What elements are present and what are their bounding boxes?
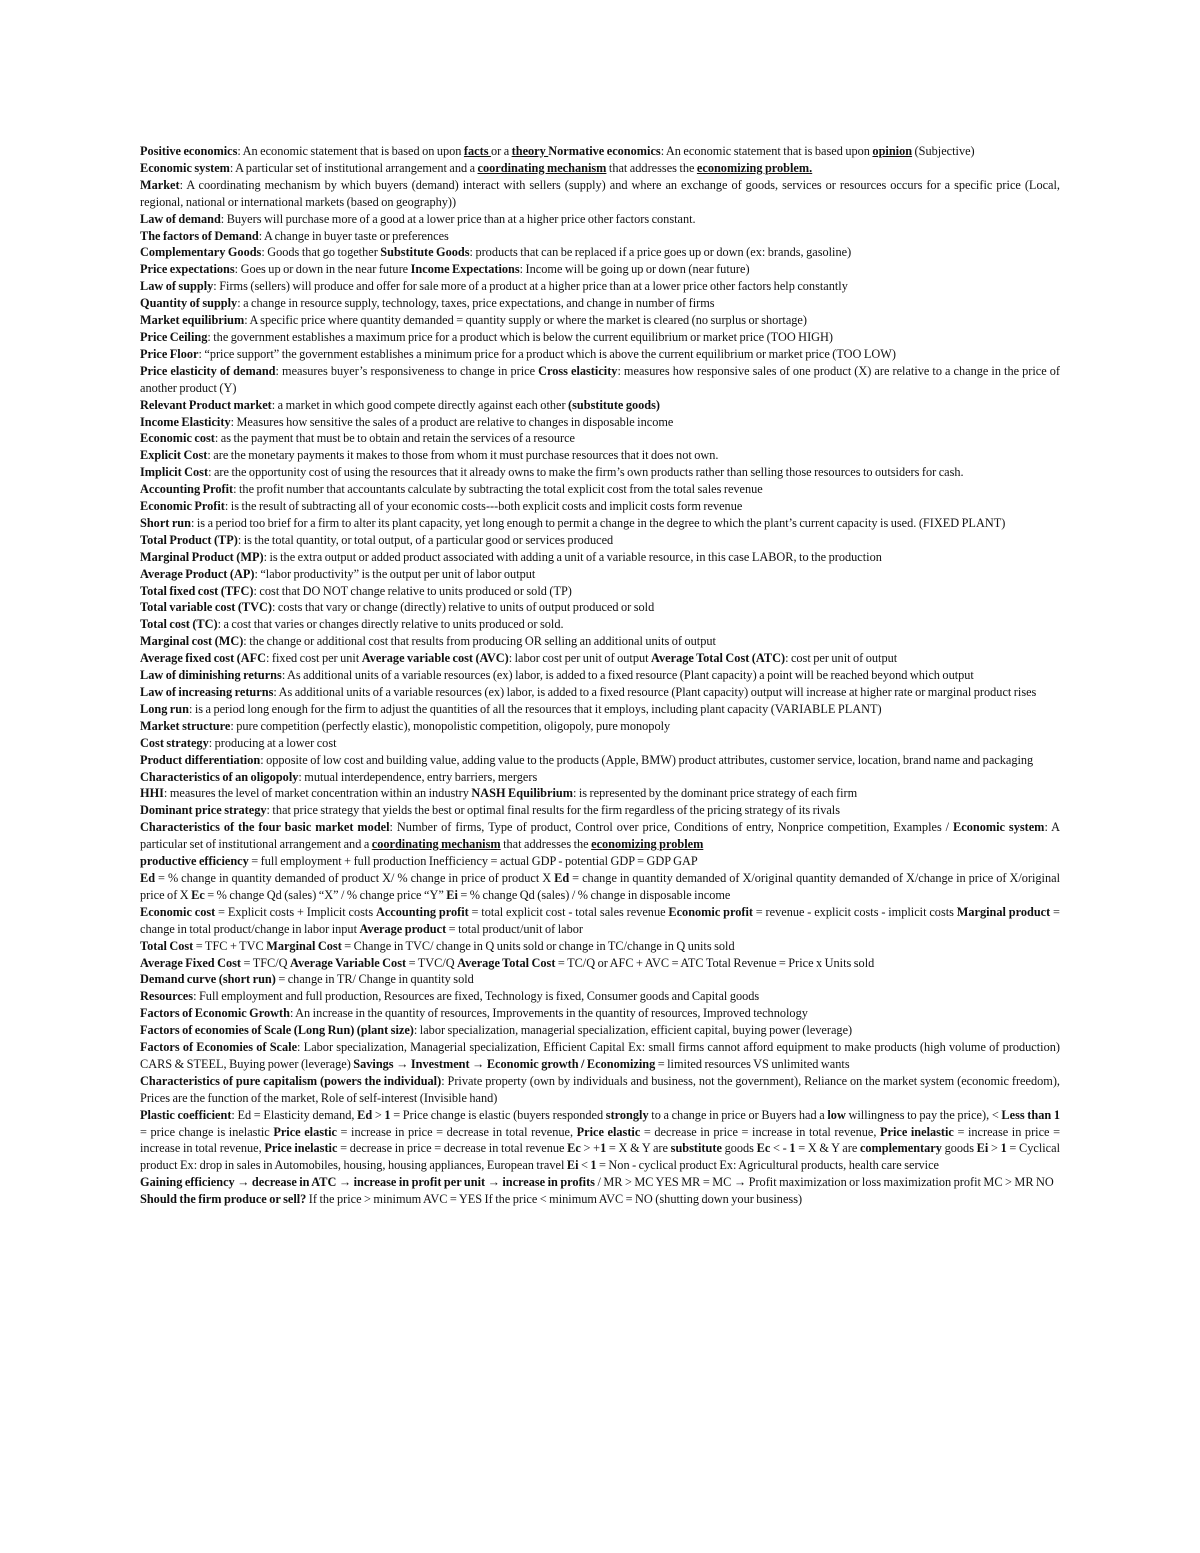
body-text: : A change in buyer taste or preferences [258, 228, 449, 243]
definition-paragraph [140, 718, 1060, 735]
body-text: : Buyers will purchase more of a good at a lower price than at a higher price other factors constant. [220, 211, 696, 226]
term-text: Market structure [140, 718, 231, 733]
definition-paragraph [140, 414, 1060, 431]
term-text: Total variable cost (TVC) [140, 600, 272, 615]
term-text: Economic cost [140, 431, 215, 446]
body-text: = TVC/Q [406, 955, 458, 970]
term-text: Cost strategy [140, 735, 209, 750]
body-text: : As additional units of a variable resources (ex) labor, is added to a fixed resource (Plant capacity) output will increase at higher rate or marginal product rises [273, 685, 1037, 699]
body-text: : a cost that varies or changes directly relative to units produced or sold. [217, 617, 564, 632]
term-text: Marginal Cost [266, 938, 342, 953]
body-text: = Price change is elastic (buyers responded [390, 1107, 606, 1122]
term-text: Ed [140, 870, 156, 885]
body-text: : a change in resource supply, technology, taxes, price expectations, and change in number of firms [237, 296, 715, 311]
body-text: : measures how responsive sales of one product (X) are relative to a change in the price of another product (Y) [140, 363, 1061, 395]
definition-paragraph [140, 955, 1060, 972]
term-text: Marginal Product (MP) [140, 549, 264, 564]
document-page [140, 143, 1060, 1208]
body-text: : that price strategy that yields the best or optimal final results for the firm regardless of the pricing strategy of its rivals [266, 803, 841, 818]
term-text: Characteristics of pure capitalism (powers the individual) [140, 1073, 442, 1088]
definition-paragraph [140, 583, 1060, 600]
body-text: : cost per unit of output [785, 651, 898, 666]
term-text: Price inelastic [879, 1124, 954, 1139]
definition-paragraph [140, 312, 1060, 329]
body-text: = % change Qd (sales) “X” / % change price “Y” [204, 887, 447, 902]
term-text: Normative economics [548, 144, 661, 158]
definition-paragraph [140, 160, 1060, 177]
definition-paragraph [140, 819, 1060, 853]
definition-paragraph [140, 498, 1060, 515]
body-text: If the price > minimum AVC = YES If the price < minimum AVC = NO (shutting down your business) [306, 1192, 803, 1207]
term-text: NASH Equilibrium [471, 786, 573, 801]
term-text: Dominant price strategy [140, 803, 267, 818]
term-text: 1 [789, 1141, 796, 1156]
body-text: < - [770, 1141, 790, 1156]
term-text: HHI [140, 786, 164, 801]
body-text: : An increase in the quantity of resources, Improvements in the quantity of resources, Improved technology [289, 1006, 808, 1021]
body-text: = decrease in price = increase in total revenue, [640, 1124, 880, 1139]
definition-paragraph [140, 870, 1060, 904]
body-text: : labor cost per unit of output [508, 651, 652, 666]
body-text: : “labor productivity” is the output per unit of labor output [254, 566, 536, 581]
definition-paragraph [140, 295, 1060, 312]
term-text: Price Floor [140, 346, 199, 361]
body-text: willingness to pay the price), < [845, 1107, 1002, 1122]
body-text: = price change is inelastic [140, 1124, 274, 1139]
term-text: Ei [566, 1158, 579, 1173]
term-text: 1 [1000, 1141, 1007, 1156]
body-text: = Change in TVC/ change in Q units sold or change in TC/change in Q units sold [341, 938, 735, 953]
body-text: = Explicit costs + Implicit costs [215, 904, 376, 919]
definition-paragraph [140, 1005, 1060, 1022]
term-text: Average Product (AP) [140, 566, 255, 581]
body-text: : costs that vary or change (directly) relative to units of output produced or sold [271, 600, 655, 615]
definition-paragraph [140, 904, 1060, 938]
body-text: = TFC + TVC [193, 938, 267, 953]
term-text: Factors of economies of Scale (Long Run) (plant size) [140, 1023, 414, 1038]
definition-paragraph [140, 785, 1060, 802]
term-text: coordinating mechanism [371, 837, 501, 852]
body-text: : products that can be replaced if a price goes up or down (ex: brands, gasoline) [469, 245, 852, 260]
term-text: coordinating mechanism [477, 160, 607, 175]
body-text: : “price support” the government establishes a minimum price for a product which is above the current equilibrium or market price (TOO LOW) [198, 346, 896, 361]
body-text: = % change in quantity demanded of product X/ % change in price of product X [155, 870, 555, 885]
definition-paragraph [140, 735, 1060, 752]
term-text: Demand curve (short run) [140, 972, 276, 987]
body-text: / MR > MC YES MR = MC → Profit maximization or loss maximization profit MC > MR NO [594, 1175, 1054, 1190]
definition-paragraph [140, 549, 1060, 566]
term-text: Price elastic [273, 1124, 337, 1139]
definition-paragraph [140, 1022, 1060, 1039]
body-text: : A coordinating mechanism by which buyers (demand) interact with sellers (supply) and where an exchange of goods, services or resources occurs for a specific price (Local, regional, national or international markets (based on geography)) [140, 177, 1060, 209]
body-text: : Number of firms, Type of product, Control over price, Conditions of entry, Nonprice competition, Examples / [389, 820, 954, 835]
body-text: : a market in which good compete directly against each other [271, 397, 569, 412]
body-text: : the government establishes a maximum price for a product which is below the current equilibrium or market price (TOO HIGH) [207, 329, 834, 344]
body-text: = limited resources VS unlimited wants [655, 1056, 850, 1071]
term-text: Total cost (TC) [140, 617, 218, 632]
term-text: Price elasticity of demand [140, 363, 276, 378]
term-text: Savings → Investment → Economic growth / Economizing [353, 1056, 656, 1071]
body-text: : measures buyer’s responsiveness to change in price [275, 363, 539, 378]
term-text: Plastic coefficient [140, 1107, 232, 1122]
definition-paragraph [140, 599, 1060, 616]
body-text: : Goods that go together [261, 245, 381, 260]
term-text: Relevant Product market [140, 397, 272, 412]
body-text: : is represented by the dominant price strategy of each firm [572, 786, 858, 801]
body-text: = Cyclical product Ex: drop in sales in Automobiles, housing, housing appliances, European travel [140, 1141, 1060, 1173]
body-text: : is the total quantity, or total output, of a particular good or services produced [237, 532, 614, 547]
body-text: = X & Y are [606, 1141, 671, 1156]
term-text: Total Product (TP) [140, 532, 238, 547]
term-text: Economic Profit [140, 499, 225, 514]
term-text: economizing problem. [696, 160, 813, 175]
term-text: 1 [384, 1107, 391, 1122]
body-text: < [578, 1158, 591, 1173]
term-text: Marginal product [956, 904, 1051, 919]
body-text: : the profit number that accountants calculate by subtracting the total explicit cost from the total sales revenue [233, 482, 763, 497]
body-text: = total explicit cost - total sales revenue [468, 904, 669, 919]
term-text: Short run [140, 515, 191, 530]
term-text: Law of diminishing returns [140, 668, 282, 683]
body-text: = decrease in price = decrease in total revenue [337, 1141, 568, 1156]
definition-paragraph [140, 244, 1060, 261]
term-text: Factors of Economies of Scale [140, 1040, 298, 1055]
term-text: Product differentiation [140, 752, 261, 767]
definition-paragraph [140, 278, 1060, 295]
definition-paragraph [140, 397, 1060, 414]
body-text: = increase in price = decrease in total revenue, [336, 1124, 577, 1139]
definition-paragraph [140, 515, 1060, 532]
body-text: : is the result of subtracting all of your economic costs---both explicit costs and implicit costs form revenue [224, 499, 743, 514]
term-text: Price elastic [576, 1124, 641, 1139]
definition-paragraph [140, 752, 1060, 769]
term-text: facts [463, 144, 491, 158]
body-text: : Firms (sellers) will produce and offer for sale more of a product at a higher price than at a lower price other factors help constantly [213, 279, 848, 294]
term-text: Ed [554, 870, 570, 885]
term-text: Ec [567, 1141, 581, 1156]
body-text: : producing at a lower cost [208, 735, 337, 750]
definition-paragraph [140, 616, 1060, 633]
definition-paragraph [140, 1191, 1060, 1208]
term-text: Gaining efficiency → decrease in ATC → increase in profit per unit → increase in profits [140, 1175, 595, 1190]
term-text: Accounting Profit [140, 482, 234, 497]
definition-paragraph [140, 1107, 1060, 1175]
term-text: Average fixed cost (AFC [140, 651, 267, 666]
body-text: = TFC/Q [241, 955, 291, 970]
definition-paragraph [140, 532, 1060, 549]
body-text: : Goes up or down in the near future [234, 262, 411, 277]
body-text: : Ed = Elasticity demand, [231, 1107, 358, 1122]
body-text: that addresses the [606, 160, 697, 175]
term-text: Market equilibrium [140, 313, 245, 328]
term-text: Law of increasing returns [140, 685, 274, 699]
term-text: Quantity of supply [140, 296, 238, 311]
body-text: : Full employment and full production, Resources are fixed, Technology is fixed, Consumer goods and Capital goods [193, 989, 760, 1004]
body-text: = TC/Q or AFC + AVC = ATC Total Revenue = Price x Units sold [555, 955, 875, 970]
body-text: = increase in price = increase in total revenue, [140, 1124, 1060, 1156]
body-text: : Income will be going up or down (near future) [519, 262, 750, 277]
body-text: : Measures how sensitive the sales of a product are relative to changes in disposable income [230, 414, 674, 429]
term-text: Price inelastic [264, 1141, 338, 1156]
body-text: = X & Y are [795, 1141, 860, 1156]
definition-paragraph [140, 143, 1060, 160]
body-text: = change in TR/ Change in quantity sold [275, 972, 474, 987]
term-text: Average Variable Cost [290, 955, 407, 970]
term-text: Marginal cost (MC) [140, 634, 244, 649]
term-text: (substitute goods) [568, 397, 661, 412]
term-text: Income Elasticity [140, 414, 231, 429]
body-text: : Private property (own by individuals and business, not the government), Reliance on the market system (economic freedom), Prices are the function of the market, Role of self-interest (Invisible hand) [140, 1073, 1061, 1105]
term-text: Ei [976, 1141, 989, 1156]
definition-paragraph [140, 1174, 1060, 1191]
term-text: Average Total Cost (ATC) [651, 651, 786, 666]
definition-paragraph [140, 853, 1060, 870]
body-text: : Labor specialization, Managerial specialization, Efficient Capital Ex: small firms cannot afford equipment to make products (high volume of production) CARS & STEEL, Buying power (leverage) [140, 1040, 1060, 1071]
body-text: : are the opportunity cost of using the resources that it already owns to make the firm’s own products rather than selling those resources to outsiders for cash. [208, 465, 964, 480]
body-text: = total product/unit of labor [446, 921, 583, 936]
term-text: Price expectations [140, 262, 235, 277]
body-text: goods [941, 1141, 977, 1156]
body-text: : A particular set of institutional arrangement and a [140, 820, 1061, 852]
body-text: = change in quantity demanded of X/original quantity demanded of X/change in price of X/original price of X [140, 870, 1060, 902]
term-text: Ed [357, 1107, 373, 1122]
body-text: : as the payment that must be to obtain and retain the services of a resource [214, 431, 575, 446]
body-text: : As additional units of a variable resources (ex) labor, is added to a fixed resource (Plant capacity) a point will be reached beyond which output [281, 668, 974, 683]
term-text: Positive economics [140, 144, 238, 158]
definition-paragraph [140, 177, 1060, 211]
term-text: Price Ceiling [140, 329, 208, 344]
body-text: : pure competition (perfectly elastic), monopolistic competition, oligopoly, pure monopoly [230, 718, 671, 733]
body-text: = Non - cyclical product Ex: Agricultural products, health care service [596, 1158, 940, 1173]
term-text: Implicit Cost [140, 465, 209, 480]
body-text: : An economic statement that is based upon [660, 144, 873, 158]
term-text: Economic system [953, 820, 1045, 835]
body-text: : A specific price where quantity demanded = quantity supply or where the market is cleared (no surplus or shortage) [244, 313, 807, 328]
body-text: : is the extra output or added product associated with adding a unit of a variable resource, in this case LABOR, to the production [263, 549, 882, 564]
term-text: Average Total Cost [457, 955, 556, 970]
term-text: Law of supply [140, 279, 214, 294]
term-text: Total Cost [140, 938, 194, 953]
definition-paragraph [140, 1073, 1060, 1107]
body-text: > [372, 1107, 385, 1122]
term-text: strongly [605, 1107, 649, 1122]
term-text: Average Fixed Cost [140, 955, 242, 970]
term-text: productive efficiency [140, 854, 249, 869]
body-text: = revenue - explicit costs - implicit costs [752, 904, 957, 919]
body-text: : labor specialization, managerial specialization, efficient capital, buying power (leverage) [413, 1023, 853, 1038]
term-text: Law of demand [140, 211, 221, 226]
term-text: Average variable cost (AVC) [361, 651, 509, 666]
body-text: or a [490, 144, 512, 158]
definition-paragraph [140, 566, 1060, 583]
term-text: theory [511, 144, 549, 158]
term-text: Long run [140, 701, 189, 716]
body-text: > + [580, 1141, 601, 1156]
term-text: Ec [756, 1141, 771, 1156]
definition-paragraph [140, 633, 1060, 650]
definition-paragraph [140, 211, 1060, 228]
term-text: Less than 1 [1001, 1107, 1061, 1122]
term-text: complementary [859, 1141, 942, 1156]
body-text: = full employment + full production Inefficiency = actual GDP - potential GDP = GDP GAP [248, 854, 698, 869]
body-text: : A particular set of institutional arrangement and a [229, 160, 478, 175]
body-text: : measures the level of market concentration within an industry [163, 786, 472, 801]
term-text: Resources [140, 989, 194, 1004]
body-text: to a change in price or Buyers had a [648, 1107, 828, 1122]
definition-paragraph [140, 971, 1060, 988]
body-text: : are the monetary payments it makes to those from whom it must purchase resources that it does not own. [207, 448, 719, 463]
term-text: Economic cost [140, 904, 216, 919]
term-text: 1 [590, 1158, 597, 1173]
definition-paragraph [140, 329, 1060, 346]
term-text: The factors of Demand [140, 228, 259, 243]
definition-paragraph [140, 464, 1060, 481]
term-text: economizing problem [591, 837, 704, 852]
term-text: Substitute Goods [380, 245, 470, 260]
term-text: Factors of Economic Growth [140, 1006, 290, 1021]
definition-paragraph [140, 769, 1060, 786]
definition-paragraph [140, 667, 1060, 684]
term-text: Accounting profit [375, 904, 469, 919]
term-text: substitute [670, 1141, 722, 1156]
definition-paragraph [140, 938, 1060, 955]
definition-paragraph [140, 228, 1060, 245]
body-text: : An economic statement that is based on upon [237, 144, 464, 158]
definition-paragraph [140, 363, 1060, 397]
definition-paragraph [140, 261, 1060, 278]
term-text: Economic system [140, 160, 230, 175]
body-text: (Subjective) [912, 144, 975, 158]
term-text: 1 [600, 1141, 607, 1156]
body-text: : is a period too brief for a firm to alter its plant capacity, yet long enough to permit a change in the degree to which the plant’s current capacity is used. (FIXED PLANT) [191, 515, 1006, 530]
definition-paragraph [140, 988, 1060, 1005]
definition-paragraph [140, 701, 1060, 718]
term-text: Complementary Goods [140, 245, 262, 260]
term-text: Total fixed cost (TFC) [140, 583, 254, 598]
term-text: opinion [872, 144, 913, 158]
body-text: : fixed cost per unit [266, 651, 362, 666]
term-text: low [827, 1107, 846, 1122]
body-text: = % change Qd (sales) / % change in disposable income [457, 887, 731, 902]
body-text: that addresses the [500, 837, 592, 852]
body-text: : the change or additional cost that results from producing OR selling an additional units of output [243, 634, 716, 649]
body-text: : is a period long enough for the firm to adjust the quantities of all the resources that it employs, including plant capacity (VARIABLE PLANT) [188, 701, 882, 716]
definition-paragraph [140, 684, 1060, 701]
definition-paragraph [140, 481, 1060, 498]
term-text: Ei [446, 887, 458, 902]
body-text: : mutual interdependence, entry barriers, mergers [298, 769, 538, 784]
term-text: Economic profit [668, 904, 753, 919]
term-text: Ec [191, 887, 205, 902]
definition-paragraph [140, 802, 1060, 819]
body-text: > [988, 1141, 1001, 1156]
term-text: Average product [359, 921, 447, 936]
term-text: Characteristics of an oligopoly [140, 769, 299, 784]
body-text: = change in total product/change in labor input [140, 904, 1060, 936]
body-text: : opposite of low cost and building value, adding value to the products (Apple, BMW) product attributes, customer service, location, brand name and packaging [260, 752, 1034, 767]
definition-paragraph [140, 1039, 1060, 1073]
term-text: Income Expectations [410, 262, 520, 277]
definition-paragraph [140, 447, 1060, 464]
body-text: goods [721, 1141, 757, 1156]
term-text: Characteristics of the four basic market model [140, 820, 390, 835]
term-text: Market [140, 177, 180, 192]
definition-paragraph [140, 650, 1060, 667]
term-text: Cross elasticity [538, 363, 618, 378]
body-text: : cost that DO NOT change relative to units produced or sold (TP) [253, 583, 572, 598]
definition-paragraph [140, 346, 1060, 363]
term-text: Should the firm produce or sell? [140, 1192, 307, 1207]
term-text: Explicit Cost [140, 448, 208, 463]
definition-paragraph [140, 430, 1060, 447]
